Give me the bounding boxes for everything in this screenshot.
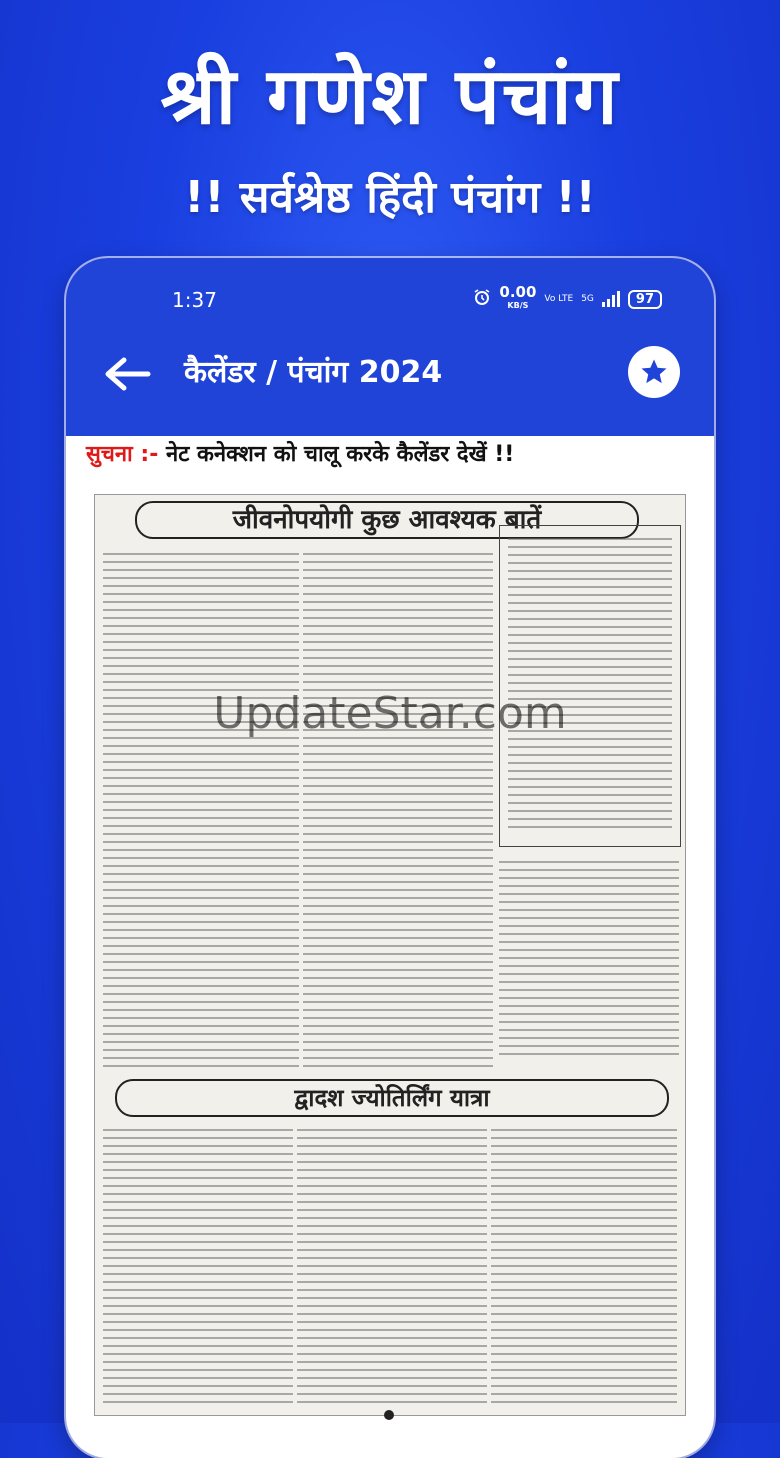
volte-tag: Vo LTE [544,293,574,304]
banner-subtitle: !! सर्वश्रेष्ठ हिंदी पंचांग !! [184,172,596,223]
back-arrow-icon[interactable] [102,354,152,394]
speed-value: 0.00 [499,283,537,301]
text-column-1 [103,547,299,1077]
signal-icon [602,291,620,307]
notice-label: सुचना :- [86,442,159,467]
page-heading: जीवनोपयोगी कुछ आवश्यक बातें [135,501,639,539]
network-type: 5G [581,293,594,304]
page-indicator-dot [384,1410,394,1420]
section2-heading: द्वादश ज्योतिर्लिंग यात्रा [115,1079,669,1117]
star-icon [639,357,669,387]
battery-indicator: 97 [628,290,662,309]
notice-text: नेट कनेक्शन को चालू करके कैलेंडर देखें !! [166,442,515,467]
banner-title: श्री गणेश पंचांग [160,52,620,142]
status-bar-icons [473,283,662,312]
speed-unit: KB/S [507,301,529,310]
text-column-2 [303,547,493,1077]
app-bar-title: कैलेंडर / पंचांग 2024 [184,355,443,390]
text-column-5 [297,1123,487,1413]
watermark: UpdateStar.com [213,688,567,739]
notice-bar [86,438,706,468]
text-column-3 [499,855,679,1075]
favorite-star-button[interactable] [628,346,680,398]
phone-frame [66,258,714,1458]
network-speed [499,283,537,312]
alarm-icon [473,288,491,310]
text-column-4 [103,1123,293,1413]
status-time: 1:37 [172,288,217,312]
text-column-6 [491,1123,677,1413]
side-box [499,525,681,847]
panchang-page-image [94,494,686,1416]
app-bar [66,258,714,436]
